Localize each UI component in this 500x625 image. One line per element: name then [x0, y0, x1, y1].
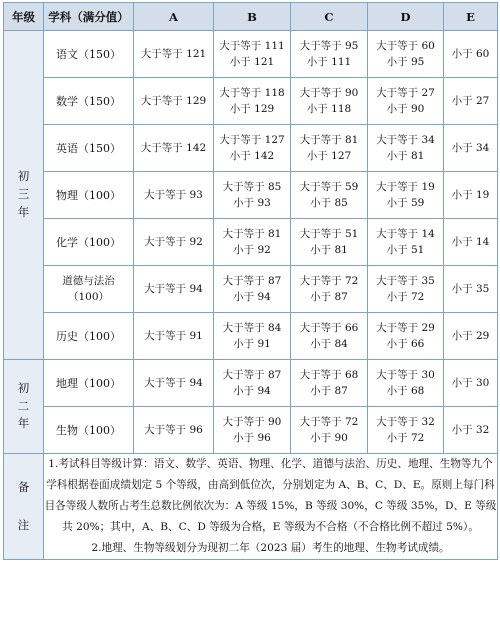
level-c-cell: [291, 313, 368, 360]
range-upper: 小于 66: [386, 338, 425, 350]
table-row: [4, 360, 498, 407]
notes-label-char: 备: [17, 479, 30, 494]
range-lower: 大于等于 118: [219, 86, 285, 99]
table-row: [4, 172, 498, 219]
range-upper: 小于 87: [310, 291, 348, 303]
range-lower: 大于等于 90: [299, 86, 359, 99]
level-a-cell: 大于等于 91: [134, 313, 214, 360]
range-lower: 大于等于 72: [299, 274, 359, 287]
level-a-cell: 大于等于 129: [134, 78, 214, 125]
subject-cell: 物理（100）: [44, 172, 134, 219]
subject-name: 道德与法治: [62, 274, 115, 287]
range-lower: 大于等于 85: [222, 180, 282, 193]
range-lower: 大于等于 90: [222, 415, 282, 428]
level-b-cell: [214, 360, 291, 407]
level-e-cell: 小于 60: [444, 31, 498, 78]
level-e-cell: 小于 35: [444, 266, 498, 313]
header-level-a: A: [134, 3, 214, 31]
grade-group-char: 二: [17, 398, 30, 413]
grade-group-char: 年: [17, 416, 30, 431]
level-c-cell: [291, 407, 368, 454]
grade-group-char: 三: [17, 187, 30, 202]
level-d-cell: [368, 125, 444, 172]
range-upper: 小于 59: [386, 197, 425, 209]
range-lower: 大于等于 35: [376, 274, 435, 287]
level-d-cell: [368, 313, 444, 360]
level-e-cell: 小于 29: [444, 313, 498, 360]
range-upper: 小于 111: [306, 56, 352, 68]
level-c-cell: [291, 266, 368, 313]
grade-group-char: 年: [17, 204, 30, 219]
level-d-cell: [368, 172, 444, 219]
range-lower: 大于等于 51: [299, 227, 359, 240]
level-c-cell: [291, 219, 368, 266]
table-row: [4, 31, 498, 78]
subject-cell: 语文（150）: [44, 31, 134, 78]
table-row: [4, 313, 498, 360]
header-level-e: E: [444, 3, 498, 31]
level-b-cell: [214, 266, 291, 313]
table-row: [4, 78, 498, 125]
range-upper: 小于 142: [229, 150, 275, 162]
range-lower: 大于等于 87: [222, 368, 282, 381]
level-a-cell: 大于等于 92: [134, 219, 214, 266]
table-row: [4, 219, 498, 266]
level-d-cell: [368, 266, 444, 313]
note-item-2: 2.地理、生物等级划分为现初二年（2023 届）考生的地理、生物考试成绩。: [91, 542, 450, 554]
range-upper: 小于 68: [386, 385, 425, 397]
level-e-cell: 小于 27: [444, 78, 498, 125]
range-upper: 小于 121: [229, 56, 275, 68]
level-a-cell: 大于等于 121: [134, 31, 214, 78]
grade-table: [3, 2, 498, 560]
range-lower: 大于等于 27: [376, 86, 435, 99]
range-upper: 小于 90: [386, 103, 425, 115]
range-lower: 大于等于 81: [222, 227, 282, 240]
grade-group-label: [4, 360, 44, 454]
level-e-cell: 小于 19: [444, 172, 498, 219]
range-lower: 大于等于 127: [219, 133, 285, 146]
range-upper: 小于 85: [310, 197, 348, 209]
range-lower: 大于等于 95: [299, 39, 359, 52]
range-lower: 大于等于 34: [376, 133, 435, 146]
range-lower: 大于等于 84: [222, 321, 282, 334]
range-lower: 大于等于 30: [376, 368, 435, 381]
subject-max-score: （100）: [67, 291, 110, 303]
range-upper: 小于 94: [233, 385, 271, 397]
level-a-cell: 大于等于 93: [134, 172, 214, 219]
level-d-cell: [368, 219, 444, 266]
level-e-cell: 小于 32: [444, 407, 498, 454]
range-upper: 小于 87: [310, 385, 348, 397]
range-lower: 大于等于 60: [376, 39, 435, 52]
level-b-cell: [214, 219, 291, 266]
range-lower: 大于等于 68: [299, 368, 359, 381]
level-b-cell: [214, 172, 291, 219]
range-lower: 大于等于 59: [299, 180, 359, 193]
level-a-cell: 大于等于 94: [134, 266, 214, 313]
header-grade: 年级: [4, 3, 44, 31]
range-upper: 小于 118: [306, 103, 352, 115]
level-b-cell: [214, 313, 291, 360]
range-lower: 大于等于 81: [299, 133, 359, 146]
subject-cell: 历史（100）: [44, 313, 134, 360]
range-upper: 小于 92: [233, 244, 271, 256]
range-upper: 小于 81: [310, 244, 348, 256]
level-d-cell: [368, 407, 444, 454]
range-upper: 小于 91: [233, 338, 271, 350]
notes-label-char: 注: [17, 517, 30, 532]
note-item-1: 1.考试科目等级计算：语文、数学、英语、物理、化学、道德与法治、历史、地理、生物等九个学科根据卷面成绩划定 5 个等级，由高到低位次，分别划定为 A、B、C、D、E。原则上每门科目各等级人数所占考生总数比例依次为：A 等级 15%，B 等级 30%，C 等级 35%，D、E 等级共 20%；其中，A、B、C、D 等级为合格，E 等级为不合格（不合格比例不超过 5%）。: [44, 458, 497, 533]
range-upper: 小于 95: [386, 56, 425, 68]
subject-cell: 数学（150）: [44, 78, 134, 125]
table-row: [4, 125, 498, 172]
range-lower: 大于等于 66: [299, 321, 359, 334]
range-upper: 小于 129: [229, 103, 275, 115]
grade-group-label: [4, 31, 44, 360]
range-upper: 小于 127: [306, 150, 352, 162]
level-d-cell: [368, 360, 444, 407]
notes-content: [44, 454, 498, 560]
range-upper: 小于 72: [386, 291, 425, 303]
level-a-cell: 大于等于 94: [134, 360, 214, 407]
level-b-cell: [214, 78, 291, 125]
range-upper: 小于 84: [310, 338, 348, 350]
subject-cell: 地理（100）: [44, 360, 134, 407]
header-level-b: B: [214, 3, 291, 31]
range-lower: 大于等于 32: [376, 415, 435, 428]
range-lower: 大于等于 29: [376, 321, 435, 334]
level-c-cell: [291, 78, 368, 125]
subject-cell: 生物（100）: [44, 407, 134, 454]
header-level-c: C: [291, 3, 368, 31]
header-subject: 学科（满分值）: [44, 3, 134, 31]
level-e-cell: 小于 14: [444, 219, 498, 266]
header-level-d: D: [368, 3, 444, 31]
grade-group-char: 初: [17, 380, 30, 395]
level-b-cell: [214, 125, 291, 172]
subject-cell: [44, 266, 134, 313]
range-lower: 大于等于 111: [219, 39, 285, 52]
range-lower: 大于等于 19: [376, 180, 435, 193]
subject-cell: 英语（150）: [44, 125, 134, 172]
notes-label: [4, 454, 44, 560]
level-a-cell: 大于等于 142: [134, 125, 214, 172]
range-upper: 小于 51: [386, 244, 425, 256]
level-c-cell: [291, 360, 368, 407]
level-d-cell: [368, 78, 444, 125]
level-d-cell: [368, 31, 444, 78]
subject-cell: 化学（100）: [44, 219, 134, 266]
range-upper: 小于 94: [233, 291, 271, 303]
range-upper: 小于 93: [233, 197, 271, 209]
table-row: [4, 407, 498, 454]
range-lower: 大于等于 87: [222, 274, 282, 287]
level-b-cell: [214, 407, 291, 454]
grade-group-char: 初: [17, 169, 30, 184]
range-lower: 大于等于 72: [299, 415, 359, 428]
level-a-cell: 大于等于 96: [134, 407, 214, 454]
level-c-cell: [291, 172, 368, 219]
level-c-cell: [291, 125, 368, 172]
range-upper: 小于 72: [386, 432, 425, 444]
range-upper: 小于 81: [386, 150, 425, 162]
header-row: [4, 3, 498, 31]
range-upper: 小于 96: [233, 432, 271, 444]
range-upper: 小于 90: [310, 432, 348, 444]
level-e-cell: 小于 34: [444, 125, 498, 172]
level-e-cell: 小于 30: [444, 360, 498, 407]
level-b-cell: [214, 31, 291, 78]
range-lower: 大于等于 14: [376, 227, 435, 240]
table-row: [4, 266, 498, 313]
notes-row: [4, 454, 498, 560]
level-c-cell: [291, 31, 368, 78]
